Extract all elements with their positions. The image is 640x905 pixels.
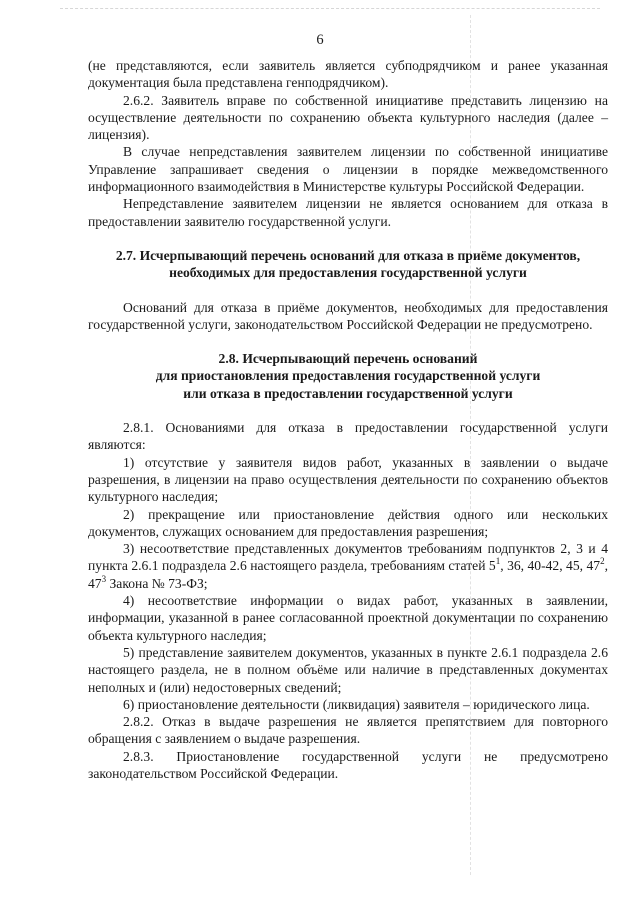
paragraph-2-8-2: 2.8.2. Отказ в выдаче разрешения не является препятствием для повторного обращения с заявлением о выдаче разрешения. bbox=[88, 714, 608, 747]
paragraph-2-8-1: 2.8.1. Основаниями для отказа в предоставлении государственной услуги являются: bbox=[88, 420, 608, 453]
paragraph-intro: (не представляются, если заявитель является субподрядчиком и ранее указанная документация была представлена генподрядчиком). bbox=[88, 58, 608, 91]
list-item-6: 6) приостановление деятельности (ликвидация) заявителя – юридического лица. bbox=[123, 696, 590, 712]
list-item-3-text-c: , 47 bbox=[88, 558, 608, 591]
paragraph-2-8-3: 2.8.3. Приостановление государственной услуги не предусмотрено законодательством Российской Федерации. bbox=[88, 748, 608, 781]
section-2-8-heading-line1: 2.8. Исчерпывающий перечень оснований bbox=[218, 351, 478, 367]
section-2-7-heading bbox=[88, 247, 608, 282]
superscript: 1 bbox=[495, 556, 501, 567]
list-item-2: 2) прекращение или приостановление действия одного или нескольких документов, служащих основанием для предоставления разрешения; bbox=[88, 506, 608, 539]
list-item-3-text-d: Закона № 73-ФЗ; bbox=[106, 575, 208, 591]
section-2-7-heading-line2: необходимых для предоставления государственной услуги bbox=[169, 265, 527, 281]
section-2-8-heading-line2: для приостановления предоставления государственной услуги bbox=[155, 368, 541, 384]
superscript: 3 bbox=[101, 573, 107, 584]
list-item-3 bbox=[88, 540, 608, 592]
section-2-8-heading bbox=[88, 350, 608, 402]
section-2-7-heading-line1: 2.7. Исчерпывающий перечень оснований для отказа в приёме документов, bbox=[115, 247, 581, 263]
list-item-3-text-a: 3) несоответствие представленных документов требованиям подпунктов 2, 3 и 4 пункта 2.6.1 подраздела 2.6 настоящего раздела, требованиям статей 5 bbox=[88, 541, 608, 574]
section-2-8-heading-line3: или отказа в предоставлении государственной услуги bbox=[183, 385, 513, 401]
list-item-4: 4) несоответствие информации о видах работ, указанных в заявлении, информации, указанной в ранее согласованной проектной документации по сохранению объекта культурного наследия; bbox=[88, 593, 608, 643]
section-2-7-body: Оснований для отказа в приёме документов, необходимых для предоставления государственной услуги, законодательством Российской Федерации не предусмотрено. bbox=[88, 299, 608, 332]
page-number: 6 bbox=[316, 32, 324, 48]
scan-artifact-line bbox=[60, 8, 600, 10]
paragraph-2-6-2: 2.6.2. Заявитель вправе по собственной инициативе представить лицензию на осуществление деятельности по сохранению объекта культурного наследия (далее – лицензия). bbox=[88, 92, 608, 143]
paragraph-not-basis: Непредставление заявителем лицензии не является основанием для отказа в предоставлении заявителю государственной услуги. bbox=[88, 196, 608, 229]
paragraph-license-request: В случае непредставления заявителем лицензии по собственной инициативе Управление запрашивает сведения о лицензии в порядке межведомственного информационного взаимодействия в Министерстве культуры Российской Федерации. bbox=[88, 144, 608, 195]
document-body bbox=[88, 57, 608, 782]
list-item-3-text-b: , 36, 40-42, 45, 47 bbox=[500, 558, 601, 574]
superscript: 2 bbox=[600, 556, 605, 567]
list-item-5: 5) представление заявителем документов, указанных в пункте 2.6.1 подраздела 2.6 настоящего раздела, не в полном объёме или наличие в представленных документах неполных и (или) недостоверных сведений; bbox=[88, 644, 608, 695]
list-item-1: 1) отсутствие у заявителя видов работ, указанных в заявлении о выдаче разрешения, в лицензии на право осуществления деятельности по сохранению объектов культурного наследия; bbox=[88, 454, 608, 505]
